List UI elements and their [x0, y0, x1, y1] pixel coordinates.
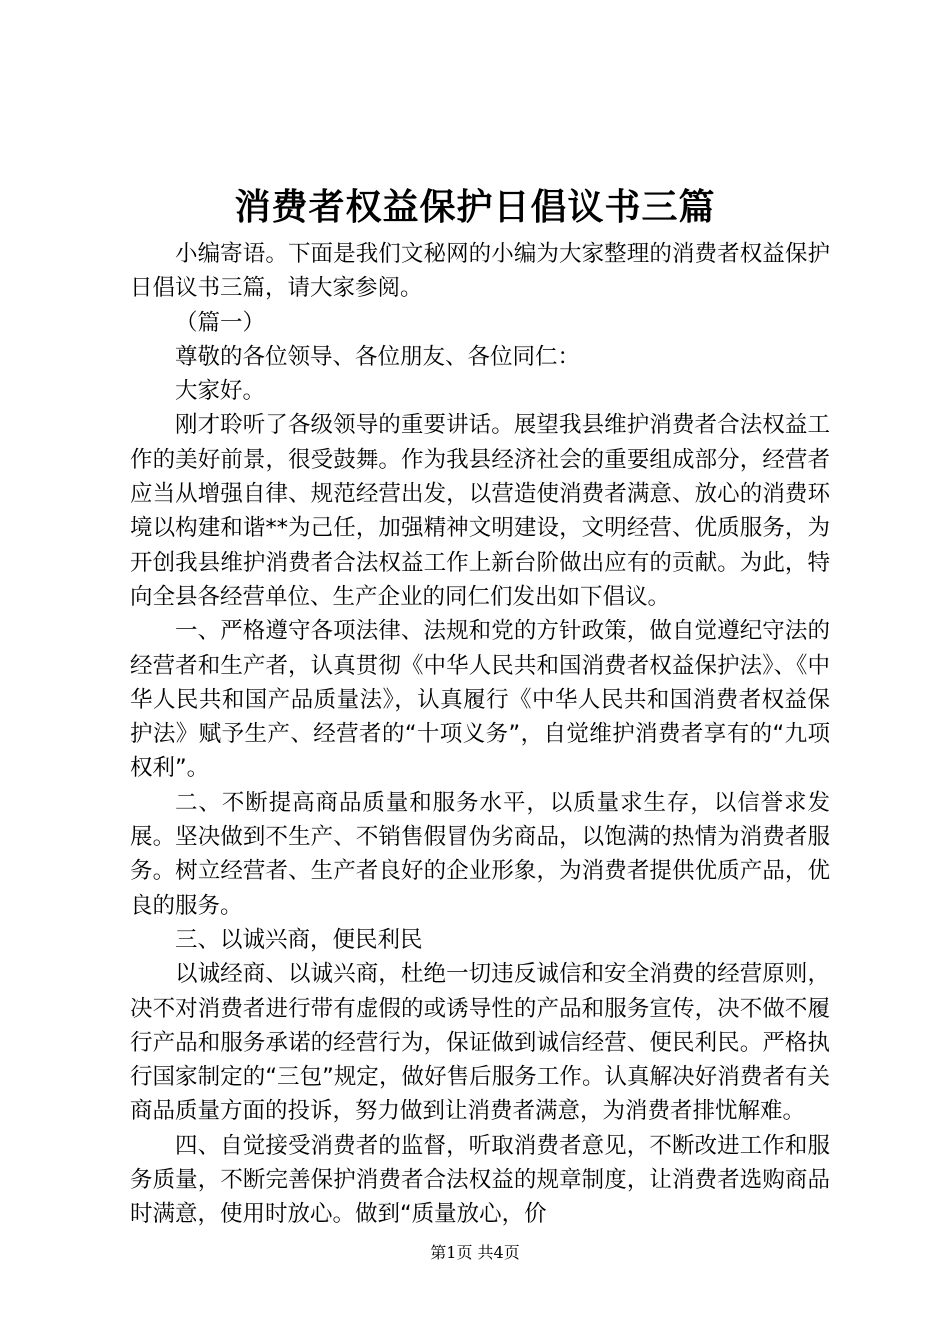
page-number: 第1页 共4页 [430, 1243, 520, 1262]
paragraph-item-3-heading: 三、以诚兴商，便民利民 [175, 926, 423, 953]
paragraph-greeting: 大家好。 [175, 378, 266, 405]
document-title: 消费者权益保护日倡议书三篇 [234, 187, 716, 228]
document-body [130, 237, 830, 1232]
paragraph-preface: 刚才聆听了各级领导的重要讲话。展望我县维护消费者合法权益工作的美好前景，很受鼓舞。作为我县经济社会的重要组成部分，经营者应当从增强自律、规范经营出发，以营造使消费者满意、放心的消费环境以构建和谐**为己任，加强精神文明建设，文明经营、优质服务，为开创我县维护消费者合法权益工作上新台阶做出应有的贡献。为此，特向全县各经营单位、生产企业的同仁们发出如下倡议。 [130, 412, 830, 610]
paragraph-item-3-body: 以诚经商、以诚兴商，杜绝一切违反诚信和安全消费的经营原则，决不对消费者进行带有虚假的或诱导性的产品和服务宣传，决不做不履行产品和服务承诺的经营行为，保证做到诚信经营、便民利民。严格执行国家制定的“三包”规定，做好售后服务工作。认真解决好消费者有关商品质量方面的投诉，努力做到让消费者满意，为消费者排忧解难。 [130, 961, 830, 1125]
paragraph-intro: 小编寄语。下面是我们文秘网的小编为大家整理的消费者权益保护日倡议书三篇，请大家参阅。 [130, 241, 830, 302]
paragraph-section-label: （篇一） [175, 309, 266, 336]
paragraph-item-4: 四、自觉接受消费者的监督，听取消费者意见，不断改进工作和服务质量，不断完善保护消费者合法权益的规章制度，让消费者选购商品时满意，使用时放心。做到“质量放心，价 [130, 1132, 830, 1228]
paragraph-item-1: 一、严格遵守各项法律、法规和党的方针政策，做自觉遵纪守法的经营者和生产者，认真贯彻《中华人民共和国消费者权益保护法》、《中华人民共和国产品质量法》，认真履行《中华人民共和国消费者权益保护法》赋予生产、经营者的“十项义务”，自觉维护消费者享有的“九项权利”。 [130, 618, 830, 782]
paragraph-salutation: 尊敬的各位领导、各位朋友、各位同仁： [175, 343, 581, 370]
paragraph-item-2: 二、不断提高商品质量和服务水平，以质量求生存，以信誉求发展。坚决做到不生产、不销售假冒伪劣商品，以饱满的热情为消费者服务。树立经营者、生产者良好的企业形象，为消费者提供优质产品，优良的服务。 [130, 789, 830, 919]
